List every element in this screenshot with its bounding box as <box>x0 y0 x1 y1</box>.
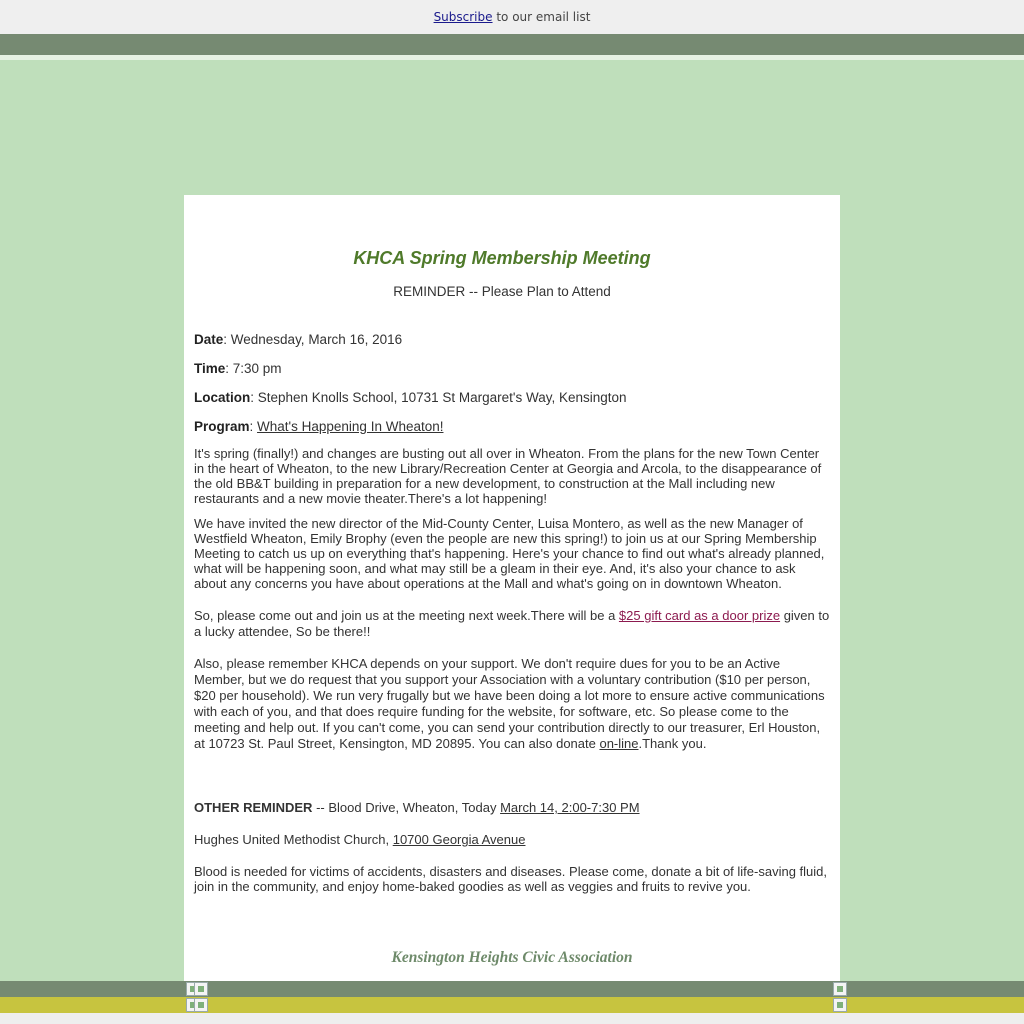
time-label: Time <box>194 361 226 376</box>
header-band-light <box>0 55 1024 60</box>
door-prize-text-before: So, please come out and join us at the meeting next week.There will be a <box>194 608 619 623</box>
footer-band-dark <box>0 981 1024 997</box>
newsletter-card <box>184 195 840 981</box>
broken-image-icon <box>833 998 847 1012</box>
other-reminder-label: OTHER REMINDER <box>194 800 313 815</box>
footer-band-light <box>0 1013 1024 1024</box>
support-text-after: .Thank you. <box>638 736 707 751</box>
donate-online-link[interactable]: on-line <box>599 736 639 751</box>
gift-card-link[interactable]: $25 gift card as a door prize <box>618 608 781 623</box>
program-link[interactable]: What's Happening In Wheaton! <box>257 419 444 434</box>
header-band-dark <box>0 34 1024 55</box>
meeting-title: KHCA Spring Membership Meeting <box>353 248 651 268</box>
support-text-before: Also, please remember KHCA depends on your support. We don't require dues for you to be an Active Member, but we do request that you support your Association with a voluntary contribution ($10 per person, $20 per household). We run very frugally but we have been doing a lot more to ensure active communications with each of you, and that does require funding for the website, for software, etc. So please come to the meeting and help out. If you can't come, you can send your contribution directly to our treasurer, Erl Houston, at 10723 St. Paul Street, Kensington, MD 20895. You can also donate <box>194 656 825 751</box>
paragraph-spring: It's spring (finally!) and changes are busting out all over in Wheaton. From the plans for the new Town Center in the heart of Wheaton, to the new Library/Recreation Center at Georgia and Arcola, to the disappearance of the old BB&T building in preparation for a new development, to construction at the Mall including new restaurants and a new movie theater.There's a lot happening! <box>194 446 822 506</box>
meeting-subtitle: REMINDER -- Please Plan to Attend <box>393 284 611 299</box>
location-line <box>194 390 627 405</box>
broken-image-icon <box>194 982 208 996</box>
footer-band-olive <box>0 997 1024 1013</box>
subscribe-link[interactable]: Subscribe <box>433 10 493 24</box>
program-label: Program <box>194 419 250 434</box>
date-value: : Wednesday, March 16, 2016 <box>223 332 403 347</box>
church-line <box>194 832 830 847</box>
broken-image-icon <box>833 982 847 996</box>
paragraph-door-prize <box>194 608 830 640</box>
other-reminder-text: -- Blood Drive, Wheaton, Today <box>312 800 501 815</box>
time-line <box>194 361 282 376</box>
other-reminder-line <box>194 800 830 815</box>
blood-drive-date-link[interactable]: March 14, 2:00-7:30 PM <box>500 800 640 815</box>
location-label: Location <box>194 390 251 405</box>
blood-needed-paragraph: Blood is needed for victims of accidents, disasters and diseases. Please come, donate a bit of life-saving fluid, join in the community, and enjoy home-baked goodies as well as veggies and fruits to revive you. <box>194 864 828 894</box>
broken-image-icon <box>194 998 208 1012</box>
subscribe-suffix: to our email list <box>492 10 591 24</box>
door-prize-text-after: given to a lucky attendee, So be there!! <box>194 608 830 639</box>
time-value: : 7:30 pm <box>225 361 282 376</box>
program-sep: : <box>249 419 258 434</box>
paragraph-invited: We have invited the new director of the Mid-County Center, Luisa Montero, as well as the new Manager of Westfield Wheaton, Emily Brophy (even the people are new this spring!) to join us at our Spring Membership Meeting to catch us up on everything that's happening. Here's your chance to find out what's already planned, what will be happening soon, and what may still be a gleam in their eye. And, it's also your chance to ask about any concerns you have about operations at the Mall and what's going on in downtown Wheaton. <box>194 516 825 591</box>
subscribe-bar <box>0 0 1024 34</box>
date-label: Date <box>194 332 224 347</box>
location-value: : Stephen Knolls School, 10731 St Margaret's Way, Kensington <box>250 390 627 405</box>
program-line <box>194 419 443 434</box>
church-address-link[interactable]: 10700 Georgia Avenue <box>392 832 526 847</box>
paragraph-support <box>194 656 830 752</box>
org-name-footer: Kensington Heights Civic Association <box>391 949 633 966</box>
church-text: Hughes United Methodist Church, <box>194 832 393 847</box>
date-line <box>194 332 402 347</box>
